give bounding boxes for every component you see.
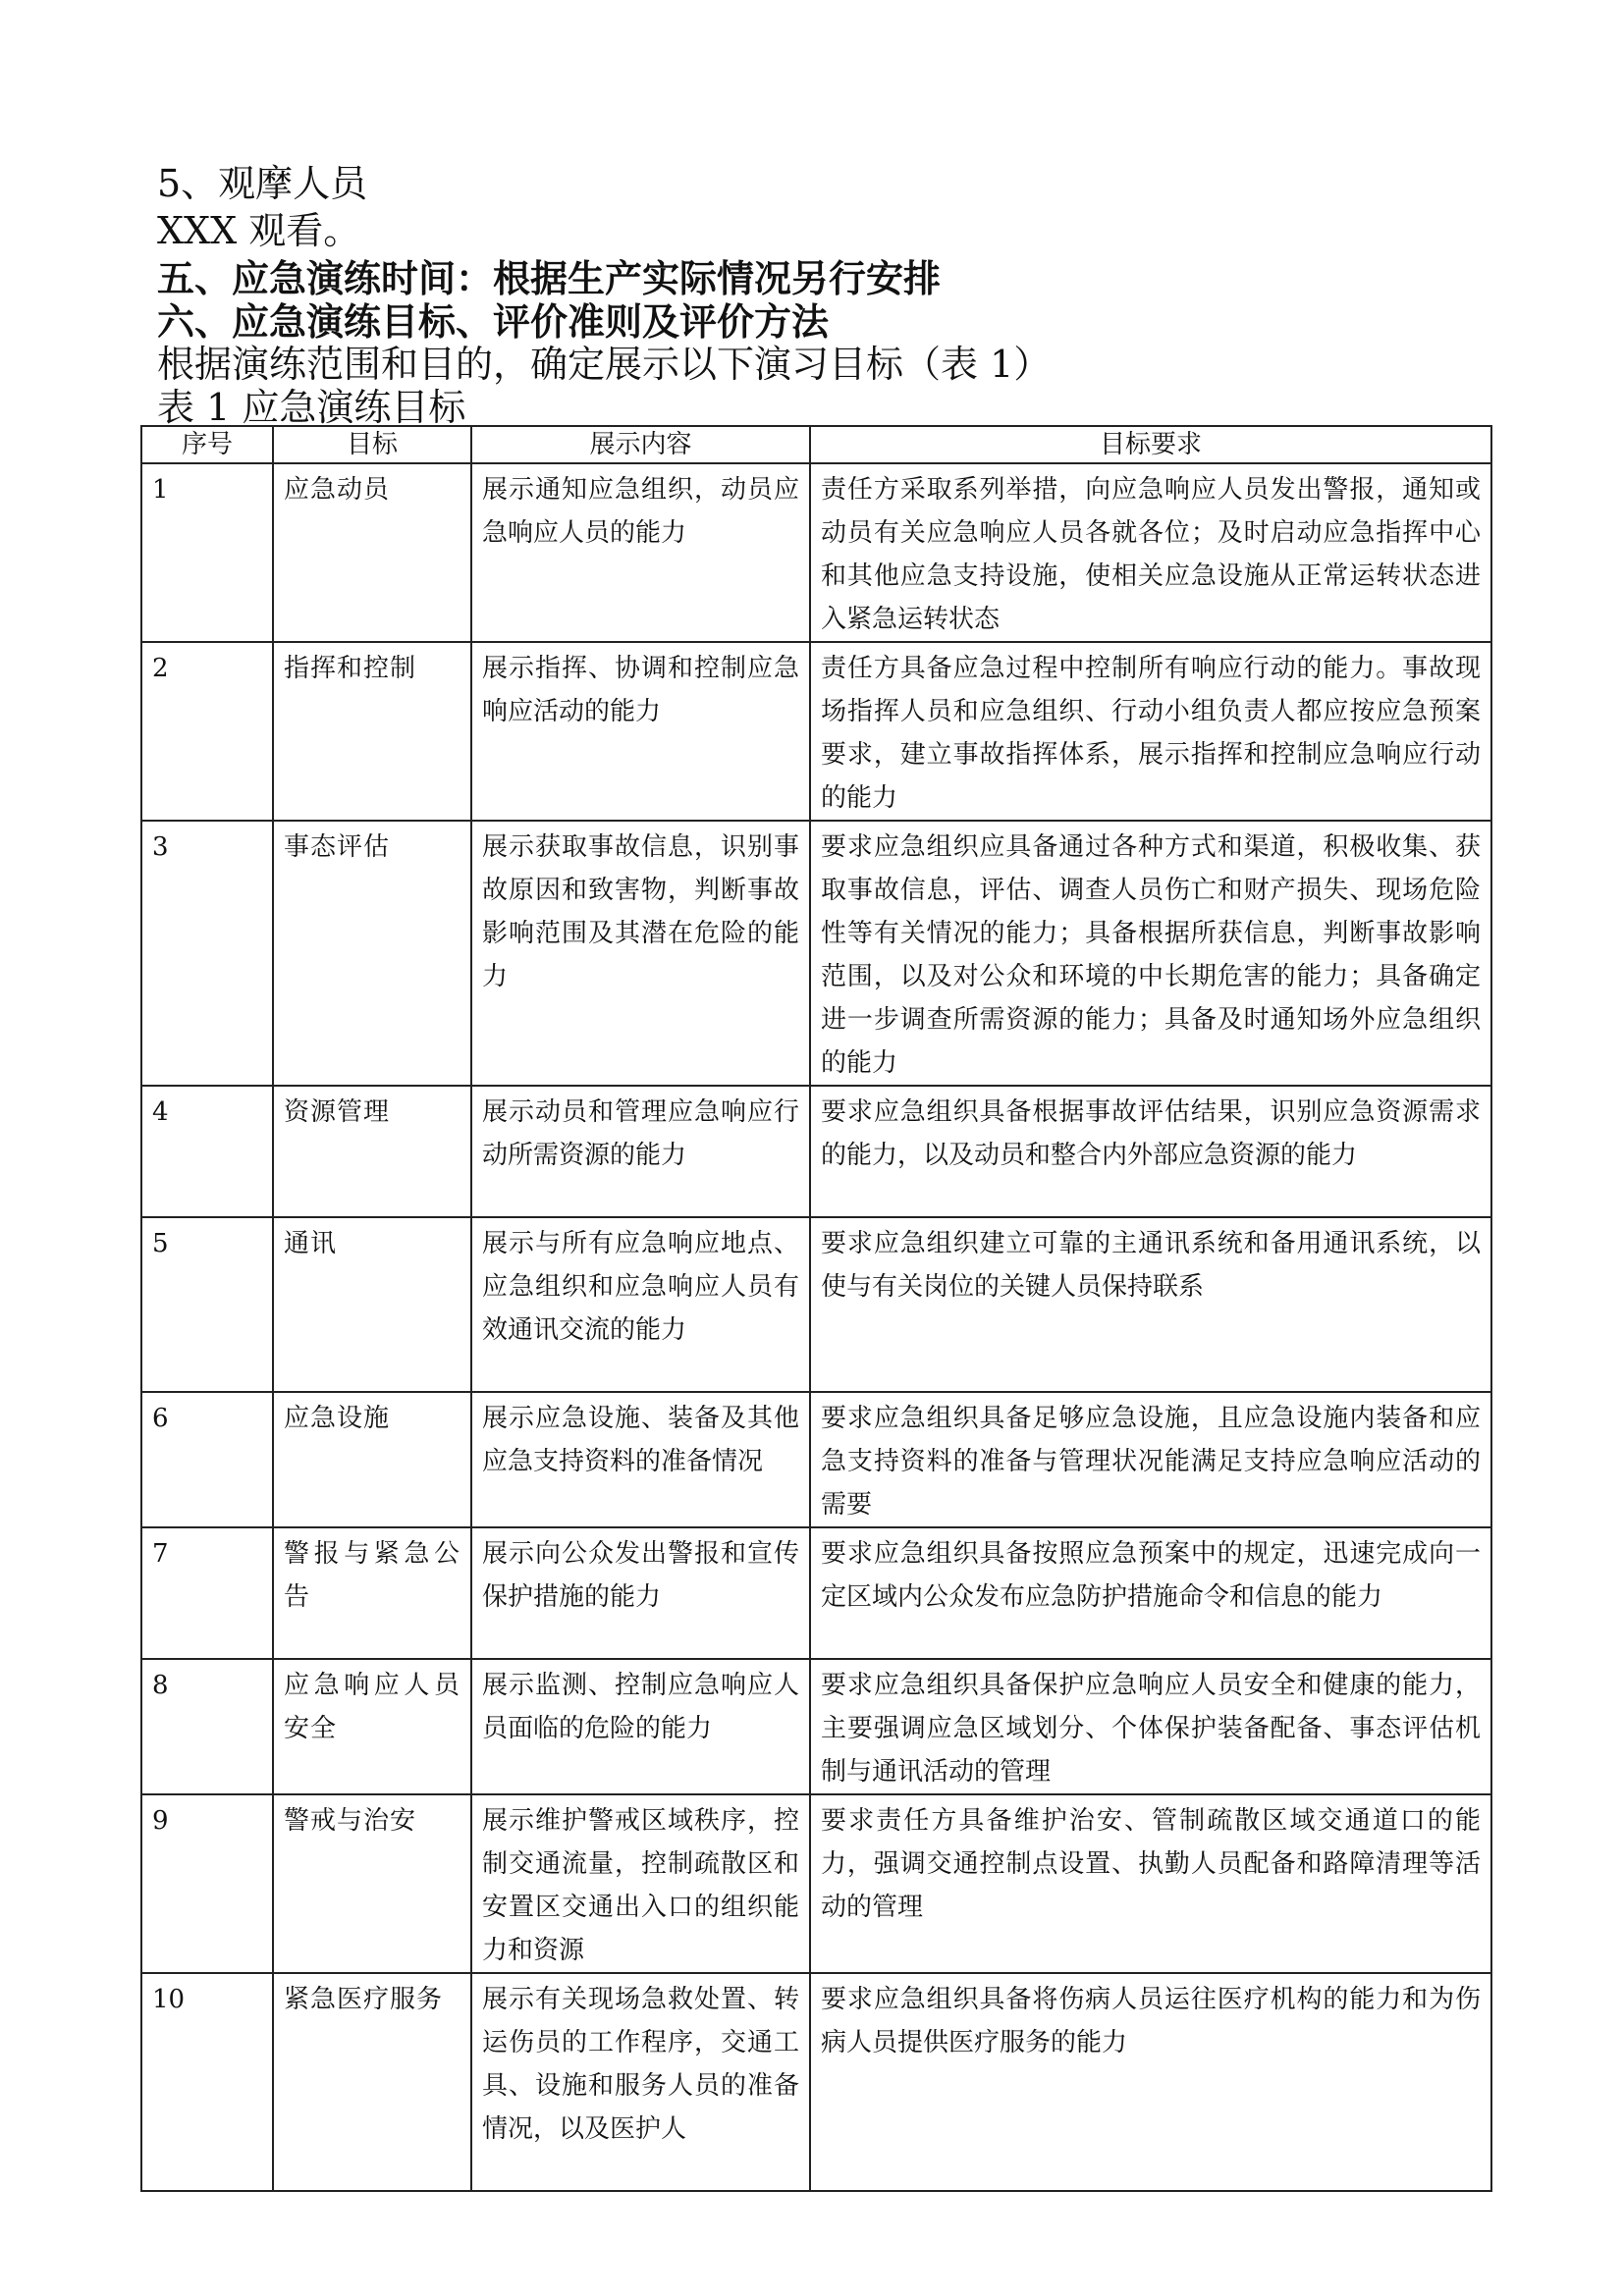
row-content: 展示向公众发出警报和宣传保护措施的能力 bbox=[471, 1527, 810, 1659]
row-content: 展示获取事故信息，识别事故原因和致害物，判断事故影响范围及其潜在危险的能力 bbox=[471, 821, 810, 1086]
row-goal: 应急设施 bbox=[273, 1392, 471, 1527]
row-goal: 应急动员 bbox=[273, 463, 471, 642]
table-row bbox=[141, 642, 1491, 821]
row-goal: 警戒与治安 bbox=[273, 1794, 471, 1973]
row-goal: 应急响应人员安全 bbox=[273, 1659, 471, 1794]
section-6-heading: 六、应急演练目标、评价准则及评价方法 bbox=[157, 299, 830, 344]
row-number: 3 bbox=[141, 821, 273, 1086]
row-number: 2 bbox=[141, 642, 273, 821]
row-requirement: 要求应急组织具备按照应急预案中的规定，迅速完成向一定区域内公众发布应急防护措施命令和信息的能力 bbox=[810, 1527, 1491, 1659]
row-content: 展示指挥、协调和控制应急响应活动的能力 bbox=[471, 642, 810, 821]
row-content: 展示应急设施、装备及其他应急支持资料的准备情况 bbox=[471, 1392, 810, 1527]
table-row bbox=[141, 463, 1491, 642]
observers-text: XXX 观看。 bbox=[157, 209, 361, 252]
row-requirement: 要求应急组织具备保护应急响应人员安全和健康的能力，主要强调应急区域划分、个体保护装备配备、事态评估机制与通讯活动的管理 bbox=[810, 1659, 1491, 1794]
row-number: 1 bbox=[141, 463, 273, 642]
intro-paragraph: 根据演练范围和目的，确定展示以下演习目标（表 1） bbox=[157, 343, 1052, 386]
row-goal: 紧急医疗服务 bbox=[273, 1973, 471, 2191]
row-goal: 事态评估 bbox=[273, 821, 471, 1086]
row-requirement: 责任方具备应急过程中控制所有响应行动的能力。事故现场指挥人员和应急组织、行动小组负责人都应按应急预案要求，建立事故指挥体系，展示指挥和控制应急响应行动的能力 bbox=[810, 642, 1491, 821]
row-requirement: 要求应急组织具备将伤病人员运往医疗机构的能力和为伤病人员提供医疗服务的能力 bbox=[810, 1973, 1491, 2191]
table-row bbox=[141, 1527, 1491, 1659]
row-requirement: 要求应急组织建立可靠的主通讯系统和备用通讯系统，以使与有关岗位的关键人员保持联系 bbox=[810, 1217, 1491, 1392]
row-number: 9 bbox=[141, 1794, 273, 1973]
table-row bbox=[141, 1086, 1491, 1217]
table-row bbox=[141, 1659, 1491, 1794]
row-requirement: 要求应急组织应具备通过各种方式和渠道，积极收集、获取事故信息，评估、调查人员伤亡和财产损失、现场危险性等有关情况的能力；具备根据所获信息，判断事故影响范围，以及对公众和环境的中长期危害的能力；具备确定进一步调查所需资源的能力；具备及时通知场外应急组织的能力 bbox=[810, 821, 1491, 1086]
row-number: 10 bbox=[141, 1973, 273, 2191]
row-requirement: 要求应急组织具备根据事故评估结果，识别应急资源需求的能力，以及动员和整合内外部应急资源的能力 bbox=[810, 1086, 1491, 1217]
row-requirement: 要求应急组织具备足够应急设施，且应急设施内装备和应急支持资料的准备与管理状况能满足支持应急响应活动的需要 bbox=[810, 1392, 1491, 1527]
row-content: 展示动员和管理应急响应行动所需资源的能力 bbox=[471, 1086, 810, 1217]
row-goal: 通讯 bbox=[273, 1217, 471, 1392]
row-content: 展示通知应急组织，动员应急响应人员的能力 bbox=[471, 463, 810, 642]
row-requirement: 责任方采取系列举措，向应急响应人员发出警报，通知或动员有关应急响应人员各就各位；及时启动应急指挥中心和其他应急支持设施，使相关应急设施从正常运转状态进入紧急运转状态 bbox=[810, 463, 1491, 642]
table-row bbox=[141, 1217, 1491, 1392]
row-number: 8 bbox=[141, 1659, 273, 1794]
table-caption: 表 1 应急演练目标 bbox=[157, 386, 466, 429]
table-row bbox=[141, 1794, 1491, 1973]
observers-heading: 5、观摩人员 bbox=[157, 162, 368, 205]
row-number: 6 bbox=[141, 1392, 273, 1527]
row-content: 展示监测、控制应急响应人员面临的危险的能力 bbox=[471, 1659, 810, 1794]
section-5-heading: 五、应急演练时间：根据生产实际情况另行安排 bbox=[157, 256, 942, 300]
row-content: 展示有关现场急救处置、转运伤员的工作程序，交通工具、设施和服务人员的准备情况，以及医护人 bbox=[471, 1973, 810, 2191]
table-row bbox=[141, 1973, 1491, 2191]
row-content: 展示与所有应急响应地点、应急组织和应急响应人员有效通讯交流的能力 bbox=[471, 1217, 810, 1392]
row-goal: 资源管理 bbox=[273, 1086, 471, 1217]
table-header-row bbox=[141, 426, 1491, 463]
header-content: 展示内容 bbox=[471, 426, 810, 463]
table-row bbox=[141, 1392, 1491, 1527]
row-requirement: 要求责任方具备维护治安、管制疏散区域交通道口的能力，强调交通控制点设置、执勤人员配备和路障清理等活动的管理 bbox=[810, 1794, 1491, 1973]
row-goal: 警报与紧急公告 bbox=[273, 1527, 471, 1659]
row-goal: 指挥和控制 bbox=[273, 642, 471, 821]
row-content: 展示维护警戒区域秩序，控制交通流量，控制疏散区和安置区交通出入口的组织能力和资源 bbox=[471, 1794, 810, 1973]
header-goal: 目标 bbox=[273, 426, 471, 463]
header-number: 序号 bbox=[141, 426, 273, 463]
row-number: 4 bbox=[141, 1086, 273, 1217]
emergency-drill-goals-table bbox=[140, 425, 1492, 2192]
table-row bbox=[141, 821, 1491, 1086]
header-requirement: 目标要求 bbox=[810, 426, 1491, 463]
row-number: 5 bbox=[141, 1217, 273, 1392]
row-number: 7 bbox=[141, 1527, 273, 1659]
